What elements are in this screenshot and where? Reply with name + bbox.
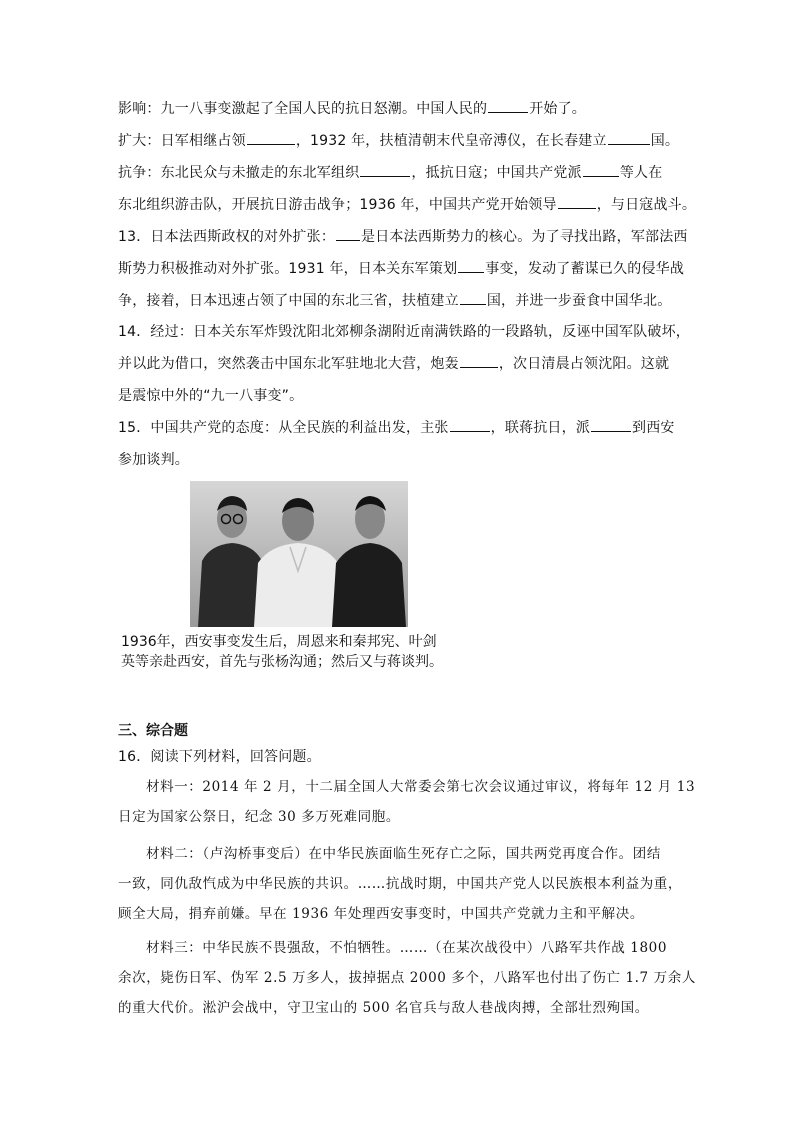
material-1-line-2: 日定为国家公祭日，纪念 30 多万死难同胞。	[118, 809, 400, 825]
text-line	[118, 386, 688, 406]
text-line-expansion	[118, 131, 688, 151]
question-15	[118, 418, 688, 438]
text-segment: 事变，发动了蓄谋已久的侵华战	[485, 261, 685, 277]
text-segment: 争，接着，日本迅速占领了中国的东北三省，扶植建立	[118, 293, 459, 309]
answer-blank[interactable]	[583, 163, 619, 177]
question-13	[118, 227, 688, 247]
answer-blank[interactable]	[488, 99, 528, 113]
answer-blank[interactable]	[460, 291, 486, 305]
text-segment: 国。	[650, 133, 680, 149]
answer-blank[interactable]	[460, 354, 498, 368]
historical-photo	[190, 481, 408, 627]
text-line	[118, 354, 688, 374]
text-segment: 影响：九一八事变激起了全国人民的抗日怒潮。中国人民的	[118, 101, 488, 117]
photo-caption-line-2: 英等亲赴西安，首先与张杨沟通；然后又与蒋谈判。	[121, 654, 443, 670]
text-segment: 参加谈判。	[118, 452, 189, 468]
text-segment: 15．中国共产党的态度：从全民族的利益出发，主张	[118, 420, 449, 436]
material-2-line-1: 材料二：（卢沟桥事变后）在中华民族面临生死存亡之际，国共两党再度合作。团结	[146, 846, 661, 862]
answer-blank[interactable]	[558, 195, 596, 209]
text-segment: 东北组织游击队，开展抗日游击战争；1936 年，中国共产党开始领导	[118, 197, 557, 213]
answer-blank[interactable]	[247, 131, 295, 145]
answer-blank[interactable]	[608, 131, 650, 145]
text-segment: ，联蒋抗日，派	[490, 420, 591, 436]
material-1-line-1: 材料一：2014 年 2 月，十二届全国人大常委会第七次会议通过审议，将每年 12 月 13	[146, 779, 696, 795]
text-segment: 并以此为借口，突然袭击中国东北军驻地北大营，炮轰	[118, 356, 459, 372]
text-segment: 开始了。	[529, 101, 587, 117]
text-segment: 到西安	[632, 420, 675, 436]
text-line-impact	[118, 99, 688, 119]
text-line-guerrilla	[118, 195, 697, 215]
text-line	[118, 259, 688, 279]
text-segment: 13．日本法西斯政权的对外扩张：	[118, 229, 336, 245]
text-segment: 斯势力积极推动对外扩张。1931 年，日本关东军策划	[118, 261, 458, 277]
answer-blank[interactable]	[458, 259, 484, 273]
question-16: 16．阅读下列材料，回答问题。	[118, 749, 321, 765]
material-3-line-3: 的重大代价。淞沪会战中，守卫宝山的 500 名官兵与敌人巷战肉搏，全部壮烈殉国。	[118, 1000, 649, 1016]
text-segment: 等人在	[619, 165, 663, 181]
text-segment: 是日本法西斯势力的核心。为了寻找出路，军部法西	[361, 229, 688, 245]
section-heading: 三、综合题	[118, 723, 188, 739]
text-line	[118, 291, 688, 311]
text-segment: 国，并进一步蚕食中国华北。	[486, 293, 672, 309]
text-line	[118, 450, 688, 470]
text-segment: 抗争：东北民众与未撤走的东北军组织	[118, 165, 360, 181]
photo-illustration	[190, 481, 408, 627]
material-3-line-1: 材料三：中华民族不畏强敌，不怕牺牲。……（在某次战役中）八路军共作战 1800	[146, 940, 668, 956]
text-segment: ，与日寇战斗。	[596, 197, 697, 213]
text-segment: 是震惊中外的“九一八事变”。	[118, 388, 304, 404]
answer-blank[interactable]	[591, 418, 631, 432]
question-14	[118, 322, 691, 342]
material-2-line-2: 一致，同仇敌忾成为中华民族的共识。……抗战时期，中国共产党人以民族根本利益为重，	[118, 876, 682, 892]
answer-blank[interactable]	[360, 163, 410, 177]
material-3-line-2: 余次，毙伤日军、伪军 2.5 万多人，拔掉据点 2000 多个，八路军也付出了伤亡 1.7 万余人	[118, 970, 696, 986]
text-segment: 14．经过：日本关东军炸毁沈阳北郊柳条湖附近南满铁路的一段路轨，反诬中国军队破坏，	[118, 324, 691, 340]
text-segment: ，次日清晨占领沈阳。这就	[498, 356, 670, 372]
text-line-resistance	[118, 163, 688, 183]
answer-blank[interactable]	[336, 227, 360, 241]
text-segment: 扩大：日军相继占领	[118, 133, 246, 149]
text-segment: ，抵抗日寇；中国共产党派	[411, 165, 582, 181]
material-2-line-3: 顾全大局，捐弃前嫌。早在 1936 年处理西安事变时，中国共产党就力主和平解决。	[118, 906, 644, 922]
answer-blank[interactable]	[450, 418, 490, 432]
photo-caption-line-1: 1936年，西安事变发生后，周恩来和秦邦宪、叶剑	[121, 634, 437, 650]
text-segment: ，1932 年，扶植清朝末代皇帝溥仪，在长春建立	[295, 133, 607, 149]
